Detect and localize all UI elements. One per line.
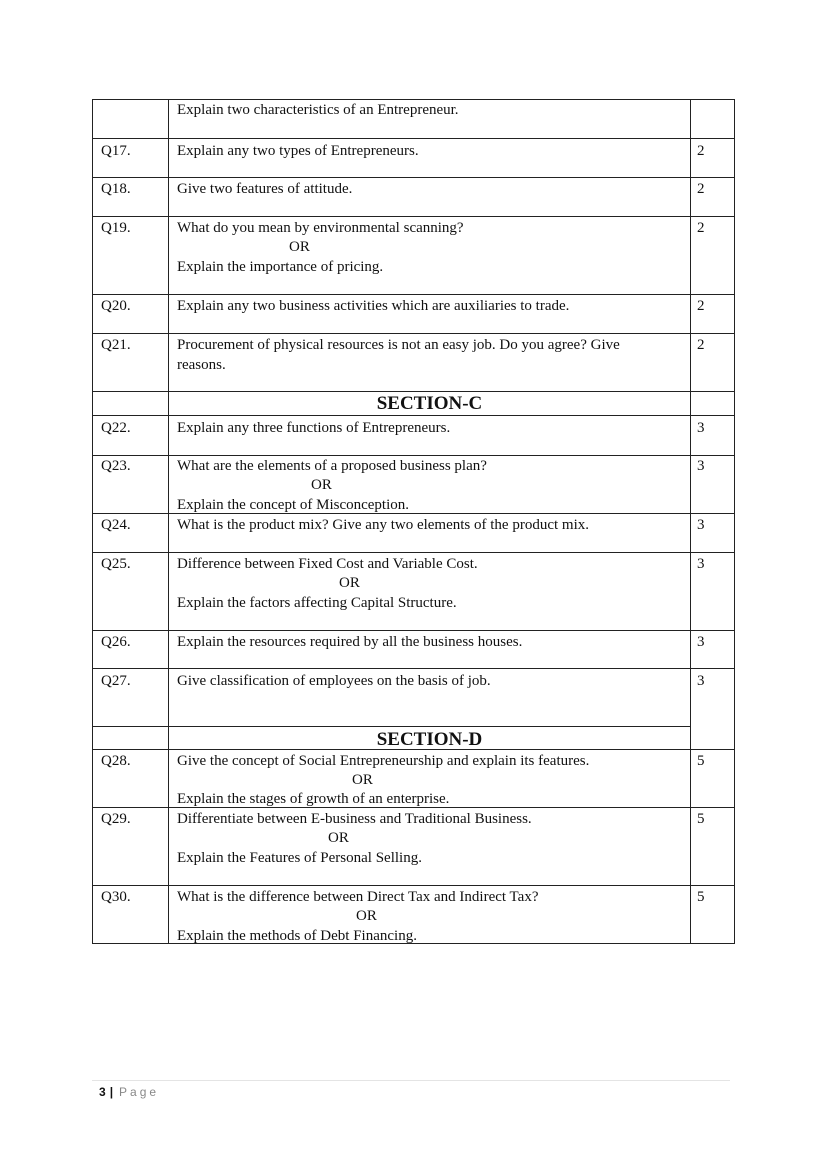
question-text: Give classification of employees on the basis of job. xyxy=(177,673,491,689)
question-text: What is the difference between Direct Tax and Indirect Tax? xyxy=(177,889,539,905)
question-marks: 3 xyxy=(697,634,705,650)
question-text: Explain any two business activities which are auxiliaries to trade. xyxy=(177,298,570,314)
question-number: Q20. xyxy=(101,298,131,314)
question-text: What is the product mix? Give any two elements of the product mix. xyxy=(177,517,589,533)
row-divider xyxy=(92,138,735,139)
question-marks: 5 xyxy=(697,811,705,827)
or-separator: OR xyxy=(339,575,360,591)
table-border xyxy=(734,99,735,944)
question-marks: 3 xyxy=(697,420,705,436)
question-number: Q27. xyxy=(101,673,131,689)
question-text: Differentiate between E-business and Traditional Business. xyxy=(177,811,532,827)
question-marks: 2 xyxy=(697,337,705,353)
question-number: Q21. xyxy=(101,337,131,353)
question-text: Difference between Fixed Cost and Variable Cost. xyxy=(177,556,478,572)
question-text: What are the elements of a proposed business plan? xyxy=(177,458,487,474)
question-number: Q28. xyxy=(101,753,131,769)
question-text: What do you mean by environmental scanning? xyxy=(177,220,464,236)
row-divider xyxy=(92,630,735,631)
question-text: Explain any two types of Entrepreneurs. xyxy=(177,143,419,159)
row-divider xyxy=(92,391,735,392)
table-border xyxy=(92,99,735,100)
question-text: Give the concept of Social Entrepreneurship and explain its features. xyxy=(177,753,590,769)
row-divider xyxy=(92,885,735,886)
question-number: Q19. xyxy=(101,220,131,236)
question-number: Q30. xyxy=(101,889,131,905)
question-alternative-text: Explain the methods of Debt Financing. xyxy=(177,928,417,944)
row-divider xyxy=(92,668,735,669)
row-divider xyxy=(92,216,735,217)
row-divider xyxy=(92,177,735,178)
question-number: Q25. xyxy=(101,556,131,572)
question-alternative-text: Explain the stages of growth of an enterprise. xyxy=(177,791,450,807)
question-marks: 2 xyxy=(697,143,705,159)
question-text: Procurement of physical resources is not an easy job. Do you agree? Give xyxy=(177,337,620,353)
table-border xyxy=(92,99,93,944)
row-divider xyxy=(92,333,735,334)
page-number: 3 xyxy=(99,1085,106,1099)
question-text: Explain the resources required by all the business houses. xyxy=(177,634,523,650)
question-marks: 3 xyxy=(697,556,705,572)
question-text-continued: reasons. xyxy=(177,357,226,373)
question-marks: 3 xyxy=(697,673,705,689)
section-heading: SECTION-D xyxy=(376,729,483,750)
question-number: Q22. xyxy=(101,420,131,436)
question-marks: 3 xyxy=(697,517,705,533)
column-divider xyxy=(690,99,691,944)
question-marks: 5 xyxy=(697,889,705,905)
row-divider xyxy=(92,726,691,727)
question-number: Q29. xyxy=(101,811,131,827)
question-number: Q17. xyxy=(101,143,131,159)
question-number: Q26. xyxy=(101,634,131,650)
question-marks: 2 xyxy=(697,298,705,314)
footer-divider xyxy=(92,1080,730,1081)
or-separator: OR xyxy=(289,239,310,255)
section-heading: SECTION-C xyxy=(376,393,483,414)
question-marks: 2 xyxy=(697,220,705,236)
question-number: Q24. xyxy=(101,517,131,533)
question-number: Q23. xyxy=(101,458,131,474)
or-separator: OR xyxy=(311,477,332,493)
row-divider xyxy=(92,455,735,456)
row-divider xyxy=(92,294,735,295)
question-text: Give two features of attitude. xyxy=(177,181,353,197)
question-marks: 3 xyxy=(697,458,705,474)
question-text: Explain two characteristics of an Entrepreneur. xyxy=(177,102,459,118)
question-alternative-text: Explain the factors affecting Capital Structure. xyxy=(177,595,457,611)
column-divider xyxy=(168,99,169,944)
question-marks: 5 xyxy=(697,753,705,769)
row-divider xyxy=(92,415,735,416)
question-alternative-text: Explain the Features of Personal Selling. xyxy=(177,850,422,866)
or-separator: OR xyxy=(352,772,373,788)
question-alternative-text: Explain the concept of Misconception. xyxy=(177,497,410,513)
question-alternative-text: Explain the importance of pricing. xyxy=(177,259,384,275)
row-divider xyxy=(92,552,735,553)
question-number: Q18. xyxy=(101,181,131,197)
question-text: Explain any three functions of Entrepreneurs. xyxy=(177,420,451,436)
page-footer xyxy=(99,1085,159,1099)
or-separator: OR xyxy=(328,830,349,846)
footer-separator: | xyxy=(109,1085,114,1099)
question-marks: 2 xyxy=(697,181,705,197)
or-separator: OR xyxy=(356,908,377,924)
page-label: Page xyxy=(119,1085,160,1099)
